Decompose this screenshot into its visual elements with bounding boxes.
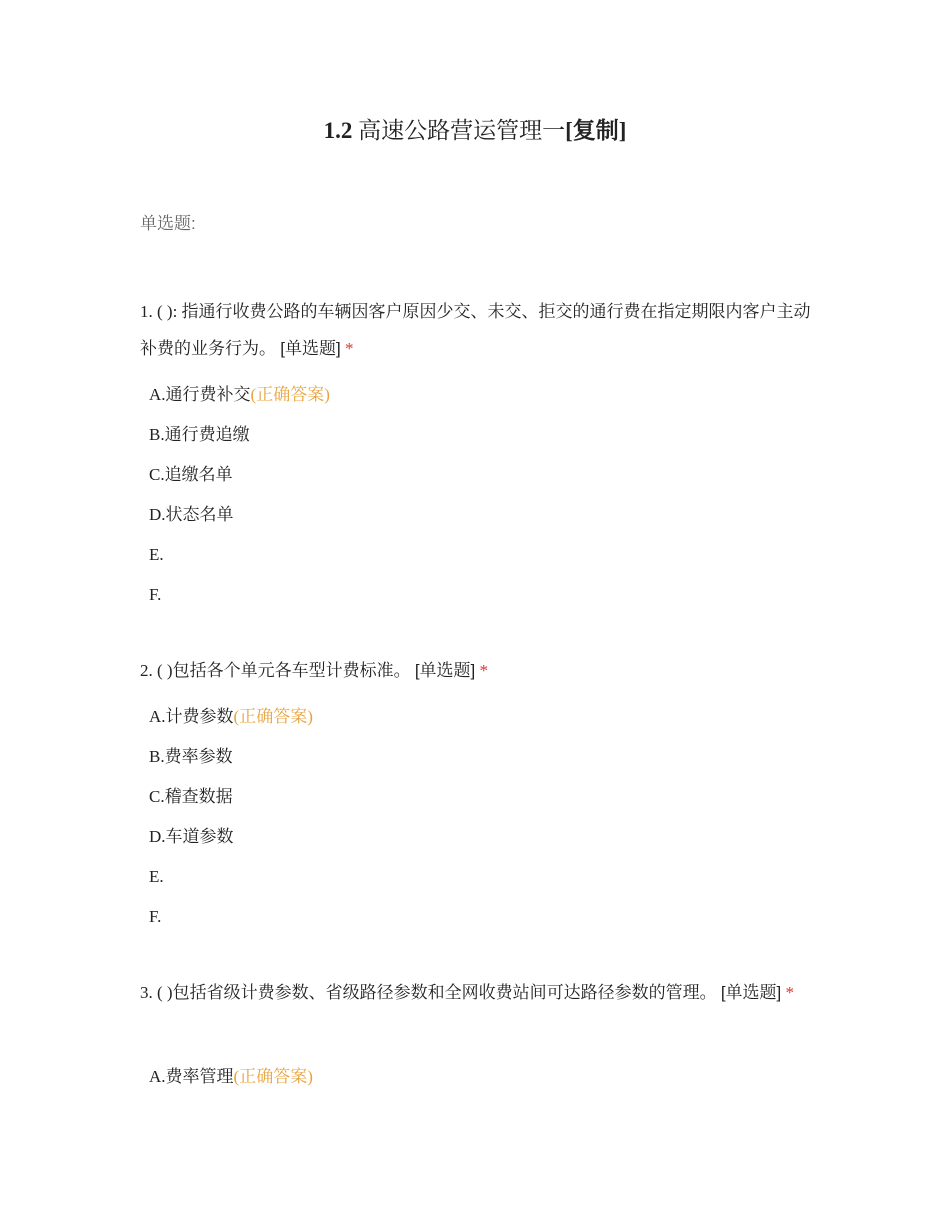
correct-answer-marker: (正确答案) xyxy=(250,385,330,404)
option-f[interactable] xyxy=(149,575,749,615)
option-label: D.状态名单 xyxy=(149,505,234,524)
title-suffix: [复制] xyxy=(565,118,627,143)
option-f[interactable] xyxy=(149,897,749,937)
required-marker: * xyxy=(785,983,795,1002)
option-label: C.稽查数据 xyxy=(149,787,233,806)
question-3-options xyxy=(149,1057,749,1097)
option-b[interactable] xyxy=(149,737,749,777)
option-c[interactable] xyxy=(149,455,749,495)
correct-answer-marker: (正确答案) xyxy=(233,1067,313,1086)
question-2 xyxy=(140,652,820,689)
correct-answer-marker: (正确答案) xyxy=(233,707,313,726)
question-type-tag: [单选题] xyxy=(280,339,341,358)
question-type-tag: [单选题] xyxy=(720,983,782,1002)
question-stem: 1. ( ): 指通行收费公路的车辆因客户原因少交、未交、拒交的通行费在指定期限内客户主动补费的业务行为。 xyxy=(140,302,811,358)
option-c[interactable] xyxy=(149,777,749,817)
option-label: A.通行费补交 xyxy=(149,385,251,404)
option-b[interactable] xyxy=(149,415,749,455)
required-marker: * xyxy=(479,661,489,680)
option-label: F. xyxy=(149,907,162,926)
option-label: A.计费参数 xyxy=(149,707,234,726)
question-stem: 3. ( )包括省级计费参数、省级路径参数和全网收费站间可达路径参数的管理。 xyxy=(140,983,717,1002)
option-label: A.费率管理 xyxy=(149,1067,234,1086)
option-a[interactable] xyxy=(149,697,749,737)
question-2-options xyxy=(149,697,749,937)
option-label: B.费率参数 xyxy=(149,747,233,766)
question-1 xyxy=(140,293,820,367)
question-stem: 2. ( )包括各个单元各车型计费标准。 xyxy=(140,661,411,680)
title-prefix: 1.2 xyxy=(323,118,353,143)
required-marker: * xyxy=(344,339,354,358)
question-type-tag: [单选题] xyxy=(414,661,476,680)
question-1-options xyxy=(149,375,749,615)
option-label: E. xyxy=(149,867,164,886)
option-label: C.追缴名单 xyxy=(149,465,233,484)
option-label: B.通行费追缴 xyxy=(149,425,250,444)
option-label: E. xyxy=(149,545,164,564)
option-e[interactable] xyxy=(149,535,749,575)
option-a[interactable] xyxy=(149,375,749,415)
section-label: 单选题: xyxy=(140,214,196,233)
question-3 xyxy=(140,974,820,1011)
option-e[interactable] xyxy=(149,857,749,897)
option-d[interactable] xyxy=(149,817,749,857)
page-title xyxy=(0,112,950,145)
title-main: 高速公路营运管理一 xyxy=(358,118,566,143)
option-label: D.车道参数 xyxy=(149,827,234,846)
option-d[interactable] xyxy=(149,495,749,535)
option-label: F. xyxy=(149,585,162,604)
option-a[interactable] xyxy=(149,1057,749,1097)
